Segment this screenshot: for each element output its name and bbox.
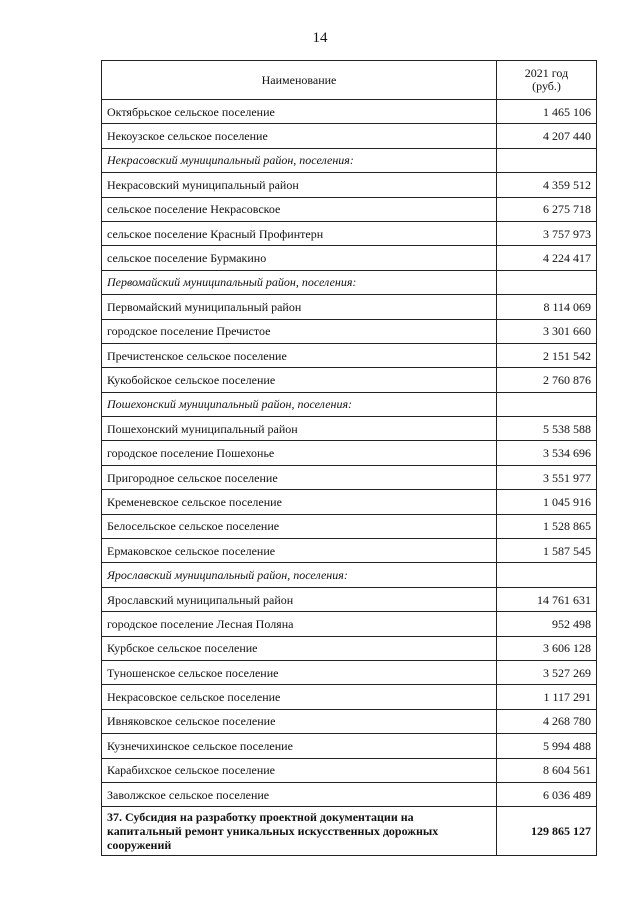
- row-value: [497, 563, 597, 587]
- row-value: 5 994 488: [497, 734, 597, 758]
- table-row: [102, 636, 597, 660]
- table-row: [102, 221, 597, 245]
- row-name: Некоузское сельское поселение: [102, 124, 497, 148]
- table-row: [102, 539, 597, 563]
- row-value: 4 359 512: [497, 173, 597, 197]
- row-name: городское поселение Пречистое: [102, 319, 497, 343]
- table-row: [102, 465, 597, 489]
- row-value: 8 114 069: [497, 295, 597, 319]
- row-value: [497, 148, 597, 172]
- row-name: Кукобойское сельское поселение: [102, 368, 497, 392]
- table-row: [102, 246, 597, 270]
- row-name: Карабихское сельское поселение: [102, 758, 497, 782]
- row-name: Пригородное сельское поселение: [102, 465, 497, 489]
- row-value: 6 275 718: [497, 197, 597, 221]
- column-header-year-label: 2021 год: [524, 66, 569, 80]
- row-value: 1 117 291: [497, 685, 597, 709]
- table-row: [102, 319, 597, 343]
- row-value: 3 301 660: [497, 319, 597, 343]
- table-row: [102, 685, 597, 709]
- section-title: Пошехонский муниципальный район, поселения:: [102, 392, 497, 416]
- table-row: [102, 295, 597, 319]
- row-name: Пречистенское сельское поселение: [102, 343, 497, 367]
- row-name: Некрасовский муниципальный район: [102, 173, 497, 197]
- row-name: Октябрьское сельское поселение: [102, 100, 497, 124]
- table-row: [102, 758, 597, 782]
- section-row: [102, 148, 597, 172]
- section-row: [102, 563, 597, 587]
- table-row: [102, 709, 597, 733]
- row-value: 1 465 106: [497, 100, 597, 124]
- row-value: 129 865 127: [497, 807, 597, 856]
- row-name: Белосельское сельское поселение: [102, 514, 497, 538]
- row-value: 3 551 977: [497, 465, 597, 489]
- row-value: 1 045 916: [497, 490, 597, 514]
- row-value: 1 528 865: [497, 514, 597, 538]
- row-value: 4 268 780: [497, 709, 597, 733]
- table-row: [102, 612, 597, 636]
- section-row: [102, 270, 597, 294]
- row-name: городское поселение Пошехонье: [102, 441, 497, 465]
- row-name: Заволжское сельское поселение: [102, 782, 497, 806]
- table-row: [102, 100, 597, 124]
- row-name: сельское поселение Красный Профинтерн: [102, 221, 497, 245]
- row-name: сельское поселение Бурмакино: [102, 246, 497, 270]
- table-row: [102, 417, 597, 441]
- row-value: 6 036 489: [497, 782, 597, 806]
- row-value: 1 587 545: [497, 539, 597, 563]
- row-name: Пошехонский муниципальный район: [102, 417, 497, 441]
- table-row: [102, 587, 597, 611]
- row-name: Кузнечихинское сельское поселение: [102, 734, 497, 758]
- row-name: Первомайский муниципальный район: [102, 295, 497, 319]
- row-value: 14 761 631: [497, 587, 597, 611]
- budget-table: [101, 60, 597, 856]
- row-value: 2 151 542: [497, 343, 597, 367]
- table-row: [102, 514, 597, 538]
- row-value: 5 538 588: [497, 417, 597, 441]
- row-name: городское поселение Лесная Поляна: [102, 612, 497, 636]
- row-name: сельское поселение Некрасовское: [102, 197, 497, 221]
- table-row: [102, 441, 597, 465]
- total-row: [102, 807, 597, 856]
- section-row: [102, 392, 597, 416]
- row-value: 3 534 696: [497, 441, 597, 465]
- row-value: 3 606 128: [497, 636, 597, 660]
- table-row: [102, 173, 597, 197]
- section-title: Ярославский муниципальный район, поселения:: [102, 563, 497, 587]
- table-row: [102, 343, 597, 367]
- row-name: Кременевское сельское поселение: [102, 490, 497, 514]
- row-value: [497, 392, 597, 416]
- row-value: 952 498: [497, 612, 597, 636]
- row-value: 4 224 417: [497, 246, 597, 270]
- table-row: [102, 124, 597, 148]
- row-name: Туношенское сельское поселение: [102, 660, 497, 684]
- table-row: [102, 734, 597, 758]
- row-value: 8 604 561: [497, 758, 597, 782]
- section-title: Первомайский муниципальный район, поселения:: [102, 270, 497, 294]
- column-header-name: Наименование: [102, 61, 497, 100]
- row-value: [497, 270, 597, 294]
- table-header-row: [102, 61, 597, 100]
- row-name: 37. Субсидия на разработку проектной документации на капитальный ремонт уникальных искусственных дорожных сооружений: [102, 807, 497, 856]
- section-title: Некрасовский муниципальный район, поселения:: [102, 148, 497, 172]
- column-header-unit: (руб.): [532, 79, 561, 93]
- row-name: Ярославский муниципальный район: [102, 587, 497, 611]
- page-number: 14: [312, 30, 328, 46]
- row-value: 3 757 973: [497, 221, 597, 245]
- row-value: 3 527 269: [497, 660, 597, 684]
- row-name: Некрасовское сельское поселение: [102, 685, 497, 709]
- table-row: [102, 782, 597, 806]
- table-row: [102, 197, 597, 221]
- table-row: [102, 490, 597, 514]
- row-value: 4 207 440: [497, 124, 597, 148]
- row-name: Ермаковское сельское поселение: [102, 539, 497, 563]
- table-row: [102, 660, 597, 684]
- column-header-year: [497, 61, 597, 100]
- table-row: [102, 368, 597, 392]
- row-name: Курбское сельское поселение: [102, 636, 497, 660]
- row-name: Ивняковское сельское поселение: [102, 709, 497, 733]
- row-value: 2 760 876: [497, 368, 597, 392]
- table-body: [102, 100, 597, 856]
